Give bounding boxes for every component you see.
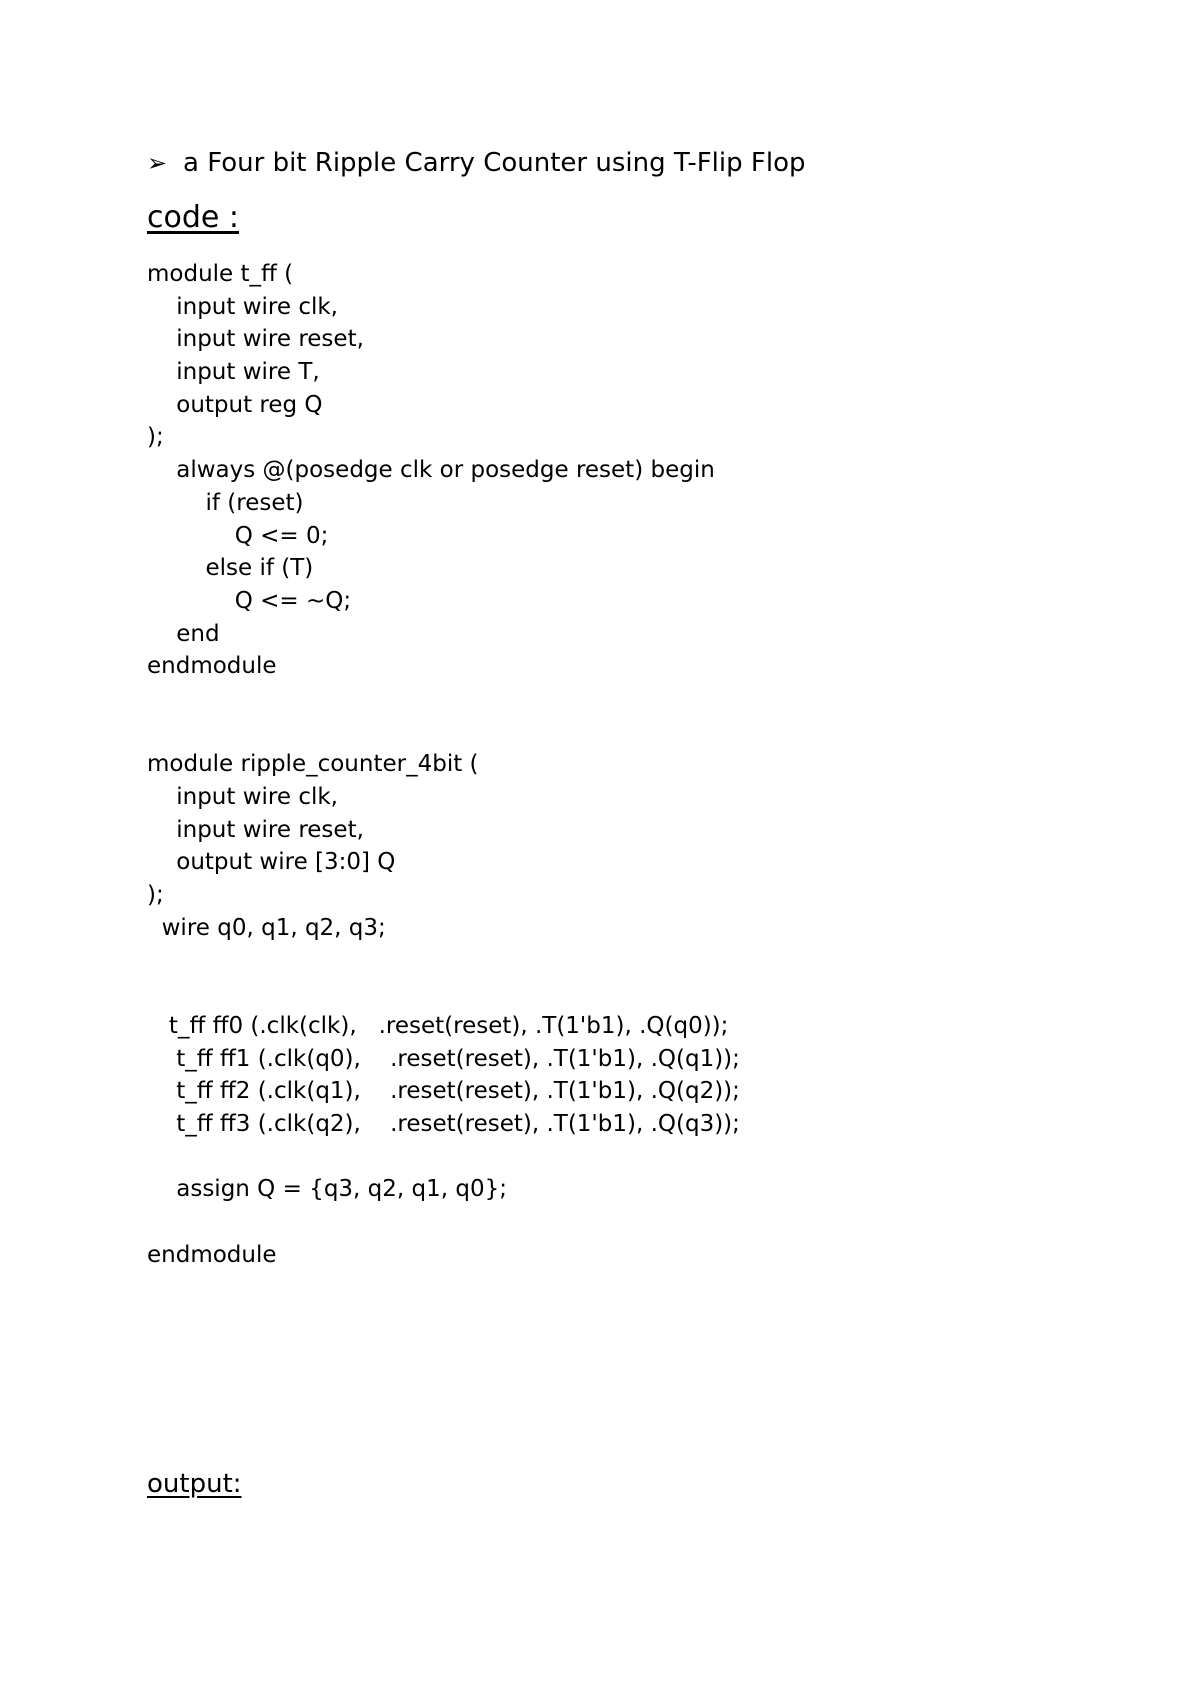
code-line: ); — [147, 424, 164, 451]
code-line — [147, 716, 740, 749]
code-line: input wire clk, — [147, 784, 338, 810]
code-line: assign Q = {q3, q2, q1, q0}; — [147, 1176, 507, 1203]
arrow-bullet-icon: ➢ — [147, 149, 168, 177]
code-line: input wire T, — [147, 359, 320, 386]
code-line: t_ff ff3 (.clk(q2), .reset(reset), .T(1'b1), .Q(q3)); — [147, 1110, 740, 1137]
heading-text: a Four bit Ripple Carry Counter using T-Flip Flop — [183, 148, 806, 178]
code-line: output reg Q — [147, 391, 323, 418]
code-line: always @(posedge clk or posedge reset) begin — [147, 457, 715, 484]
code-line: end — [147, 620, 220, 647]
code-line: t_ff ff0 (.clk(clk), .reset(reset), .T(1'b1), .Q(q0)); — [147, 1012, 729, 1039]
code-line: if (reset) — [147, 489, 304, 516]
code-line: module ripple_counter_4bit ( — [147, 751, 479, 778]
code-line — [147, 1206, 740, 1239]
code-block — [147, 258, 740, 1271]
code-line: endmodule — [147, 1241, 277, 1268]
code-line: input wire reset, — [147, 326, 364, 353]
code-line — [147, 1141, 740, 1174]
code-section-label: code : — [147, 200, 239, 235]
code-line: t_ff ff1 (.clk(q0), .reset(reset), .T(1'b1), .Q(q1)); — [147, 1045, 740, 1072]
code-line — [147, 944, 740, 977]
code-line: wire q0, q1, q2, q3; — [147, 914, 386, 941]
document-heading — [147, 145, 806, 181]
code-line: Q <= 0; — [147, 522, 329, 549]
code-line: else if (T) — [147, 555, 314, 582]
code-line — [147, 977, 740, 1010]
code-line — [147, 683, 740, 716]
code-line: Q <= ~Q; — [147, 587, 352, 614]
code-line: t_ff ff2 (.clk(q1), .reset(reset), .T(1'b1), .Q(q2)); — [147, 1078, 740, 1105]
code-line: input wire clk, — [147, 293, 338, 320]
code-line: endmodule — [147, 653, 277, 680]
code-line: input wire reset, — [147, 816, 364, 843]
output-section-label: output: — [147, 1469, 242, 1499]
code-line: output wire [3:0] Q — [147, 849, 396, 876]
code-line: ); — [147, 882, 164, 909]
code-line: module t_ff ( — [147, 261, 294, 287]
